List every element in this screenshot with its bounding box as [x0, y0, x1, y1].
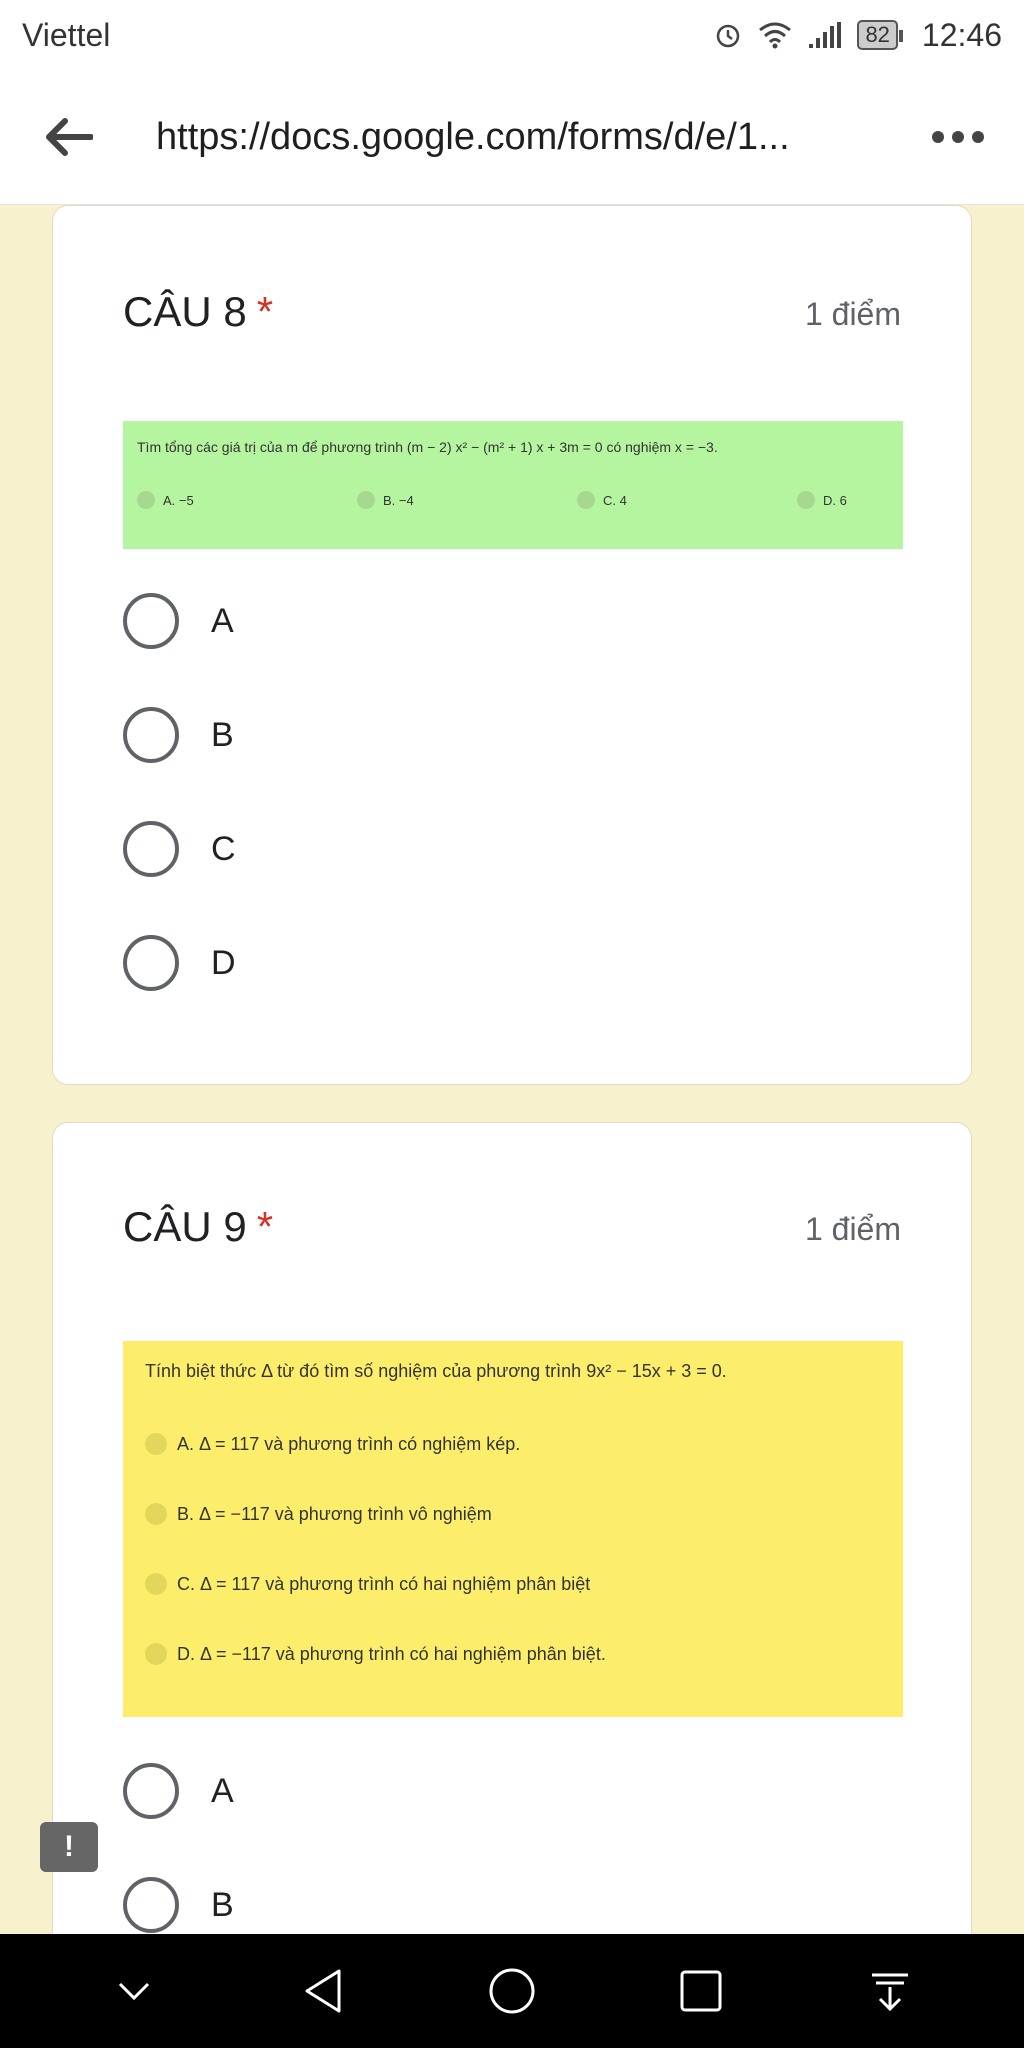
more-dot-icon	[932, 131, 944, 143]
chevron-down-icon	[114, 1976, 154, 2006]
option-label: A	[211, 601, 234, 640]
question-image	[123, 421, 903, 549]
radio-button[interactable]	[123, 1763, 179, 1819]
question-card-9	[52, 1122, 972, 2048]
image-option: C. 4	[577, 491, 627, 509]
required-mark: *	[256, 1203, 274, 1250]
pull-down-icon	[868, 1969, 912, 2013]
triangle-back-icon	[301, 1967, 345, 2015]
question-title	[123, 288, 273, 336]
image-option: D. Δ = −117 và phương trình có hai nghiệm phân biệt.	[145, 1643, 606, 1665]
url-text[interactable]: https://docs.google.com/forms/d/e/1...	[156, 115, 790, 158]
question-image-stem: Tính biệt thức Δ từ đó tìm số nghiệm của phương trình 9x² − 15x + 3 = 0.	[145, 1361, 727, 1381]
notification-pull-button[interactable]	[860, 1961, 920, 2021]
image-option: B. Δ = −117 và phương trình vô nghiệm	[145, 1503, 492, 1525]
alert-icon: !	[64, 1830, 74, 1863]
image-option: D. 6	[797, 491, 847, 509]
radio-option-a[interactable]	[123, 593, 234, 649]
square-recents-icon	[678, 1968, 724, 2014]
battery-level: 82	[857, 20, 897, 50]
option-label: A	[211, 1771, 234, 1810]
more-options-button[interactable]	[914, 131, 984, 143]
radio-option-b[interactable]	[123, 707, 234, 763]
question-title	[123, 1203, 273, 1251]
nav-home-button[interactable]	[482, 1961, 542, 2021]
question-title-text: CÂU 8	[123, 288, 247, 335]
question-points: 1 điểm	[804, 296, 901, 332]
radio-button[interactable]	[123, 1877, 179, 1933]
radio-dot-icon	[357, 491, 375, 509]
circle-home-icon	[487, 1966, 537, 2016]
image-option: C. Δ = 117 và phương trình có hai nghiệm phân biệt	[145, 1573, 590, 1595]
option-label: D	[211, 943, 236, 982]
question-image-stem: Tìm tổng các giá trị của m để phương trình (m − 2) x² − (m² + 1) x + 3m = 0 có nghiệm x = −3.	[137, 439, 718, 455]
radio-button[interactable]	[123, 593, 179, 649]
option-label: B	[211, 715, 234, 754]
signal-icon	[807, 20, 843, 50]
radio-button[interactable]	[123, 821, 179, 877]
arrow-left-icon	[43, 117, 93, 157]
required-mark: *	[256, 288, 274, 335]
radio-button[interactable]	[123, 935, 179, 991]
nav-back-button[interactable]	[293, 1961, 353, 2021]
question-points: 1 điểm	[804, 1211, 901, 1247]
question-image	[123, 1341, 903, 1717]
radio-option-b[interactable]	[123, 1877, 234, 1933]
radio-option-d[interactable]	[123, 935, 236, 991]
radio-dot-icon	[145, 1433, 167, 1455]
more-dot-icon	[972, 131, 984, 143]
more-dot-icon	[952, 131, 964, 143]
back-button[interactable]	[40, 109, 96, 165]
question-title-text: CÂU 9	[123, 1203, 247, 1250]
option-label: B	[211, 1885, 234, 1924]
image-option: A. Δ = 117 và phương trình có nghiệm kép.	[145, 1433, 520, 1455]
option-label: C	[211, 829, 236, 868]
radio-dot-icon	[577, 491, 595, 509]
browser-toolbar	[0, 70, 1024, 205]
radio-dot-icon	[145, 1503, 167, 1525]
radio-dot-icon	[797, 491, 815, 509]
radio-dot-icon	[145, 1643, 167, 1665]
wifi-icon	[757, 20, 793, 50]
system-navigation-bar	[0, 1934, 1024, 2048]
image-option: B. −4	[357, 491, 414, 509]
image-option: A. −5	[137, 491, 194, 509]
radio-button[interactable]	[123, 707, 179, 763]
radio-dot-icon	[145, 1573, 167, 1595]
radio-dot-icon	[137, 491, 155, 509]
collapse-button[interactable]	[104, 1961, 164, 2021]
report-feedback-button[interactable]	[40, 1822, 98, 1872]
radio-option-a[interactable]	[123, 1763, 234, 1819]
question-card-8	[52, 205, 972, 1085]
alarm-icon	[713, 20, 743, 50]
nav-recents-button[interactable]	[671, 1961, 731, 2021]
carrier-name: Viettel	[22, 16, 111, 53]
radio-option-c[interactable]	[123, 821, 236, 877]
clock: 12:46	[921, 16, 1002, 53]
status-bar	[0, 0, 1024, 70]
